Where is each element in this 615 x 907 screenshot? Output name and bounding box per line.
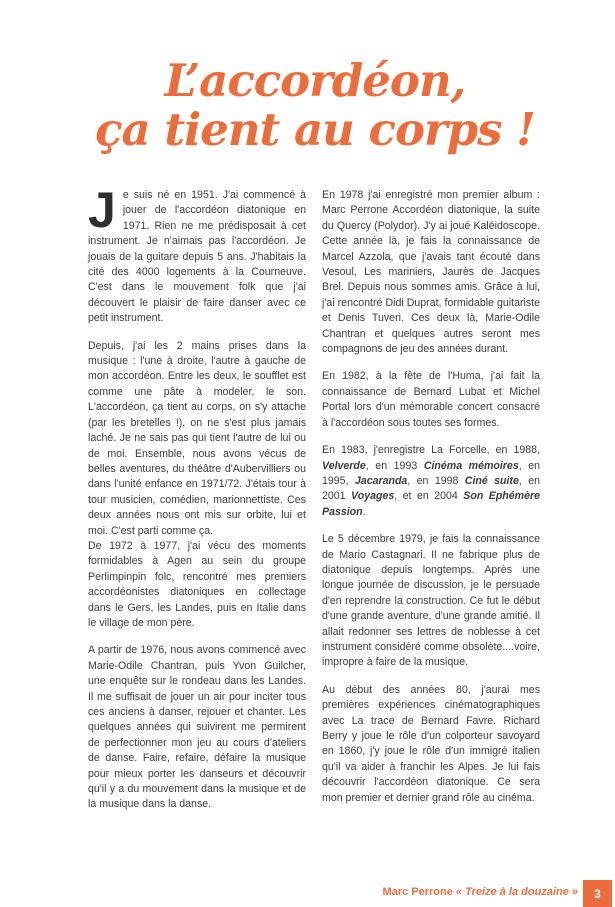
album-title-cinema-memoires: Cinéma mémoires (423, 459, 519, 472)
text-columns (88, 182, 541, 813)
left-column (88, 182, 306, 813)
album-title-voyages: Voyages (351, 490, 395, 503)
paragraph-1976-rondeau: A partir de 1976, nous avons commencé avec Marie-Odile Chantran, puis Yvon Guilcher, une enquête sur le rondeau dans les Landes. Il me suffisait de jouer un air pour inciter tous ces anciens à danser, rejouer et chanter. Les quelques années qui suivirent me permirent de perfectionner mon jeu au cours d'ateliers de danse. Faire, refaire, défaire la musique pour mieux porter les danseurs et découvrir qu'il y a du mouvement dans la musique et de la musique dans la danse. (88, 644, 306, 811)
disco-seg-0: En 1983, j'enregistre La Forcelle, en 1988, (322, 444, 540, 457)
paragraph-discography (322, 443, 540, 520)
paragraph-1978-album: En 1978 j'ai enregistré mon premier album : Marc Perrone Accordéon diatonique, la suite du Quercy (Polydor). J'y ai joué Kaléidoscope. Cette année là, je fais la connaissance de Marcel Azzola, que j'avais tant écouté dans Vesoul, Les mariniers, Jaurès de Jacques Brel. Depuis nous sommes amis. Grâce à lui, j'ai rencontré Didi Duprat, formidable guitariste et Denis Tuveri. Ces deux là, Marie-Odile Chantran et quelques autres seront mes compagnons de jeu des années durant. (322, 189, 540, 356)
page-title (78, 56, 552, 154)
disco-seg-10: , et en 2004 (394, 490, 464, 503)
paragraph-intro (88, 182, 306, 327)
page-number-badge (583, 880, 612, 907)
disco-seg-12: . (362, 505, 366, 518)
footer-artist-name: Marc Perrone (382, 886, 456, 898)
paragraph-1979-castagnari: Le 5 décembre 1979, je fais la connaissance de Mario Castagnari. Il ne fabrique plus de diatonique depuis longtemps. Après une longue journée de discussion, je le persuade d'en reprendre la construction. Ce fut le début d'une grande aventure, d'une grande amitié. Il allait redonner ses lettres de noblesse à cet instrument considéré comme obsolète....voire, impropre à faire de la musique. (322, 533, 540, 669)
paragraph-1982-huma: En 1982, à la fête de l'Huma, j'ai fait la connaissance de Bernard Lubat et Michel Portal lors d'un mémorable concert consacré à l'accordéon sous toutes ses formes. (322, 370, 540, 429)
disco-seg-2: , en 1993 (365, 459, 424, 472)
footer-credit (383, 886, 578, 898)
page-number: 3 (594, 886, 601, 901)
right-column (322, 188, 540, 813)
footer-booklet-title: « Treize à la douzaine » (455, 886, 578, 898)
dropcap-letter: J (88, 182, 116, 238)
paragraph-intro-text: e suis né en 1951. J'ai commencé à jouer de l'accordéon diatonique en 1971. Rien ne me prédisposait à cet instrument. Je n'aimais pas l'accordéon. Je jouais de la guitare depuis 5 ans. J'habitais la cité des 4000 logements à la Courneuve. C'est dans le mouvement folk que j'ai découvert le plaisir de faire danser avec ce petit instrument. (88, 189, 306, 325)
album-title-jacaranda: Jacaranda (354, 474, 408, 487)
disco-seg-6: , en 1998 (407, 474, 465, 487)
paragraph-two-hands: Depuis, j'ai les 2 mains prises dans la musique : l'une à droite, l'autre à gauche de mon accordéon. Entre les deux, le soufflet est comme une pâte à modeler, le son. L'accordéon, ça tient au corps, on s'y attache (par les bretelles !), on ne s'est plus jamais laché. Je ne sais pas qui tient l'autre de lui ou de moi. Ensemble, nous avons vécus de belles aventures, du théâtre d'Aubervilliers ou dans l'unité enfance en 1971/72. J'étais tour à tour musicien, comédien, marionnettiste. Ces deux années nous ont mis sur orbite, lui et moi. C'est parti comme ça. (88, 339, 306, 537)
paragraph-1972-1977: De 1972 à 1977, j'ai vécu des moments formidables à Agen au sein du groupe Perlimpinpin folc, rencontré mes premiers accordéonistes diatoniques en collectage dans le Gers, les Landes, puis en Italie dans le village de mon père. (88, 539, 306, 629)
paragraph-cinema-la-trace: Au début des années 80, j'aurai mes premières expériences cinématographiques avec La trace de Bernard Favre. Richard Berry y joue le rôle d'un colporteur savoyard en 1860, j'y joue le rôle d'un immigré italien qu'il va aider à franchir les Alpes. Je lui fais découvrir l'accordéon diatonique. Ce sera mon premier et dernier grand rôle au cinéma. (322, 683, 540, 804)
album-title-velverde: Velverde (322, 459, 366, 472)
disco-seg-8: , en 2001 (322, 474, 540, 503)
disco-seg-4: , en 1995, (322, 459, 541, 487)
page-title-line1: L’accordéon, (164, 54, 466, 107)
page-title-line2: ça tient au corps ! (95, 103, 535, 156)
album-title-cine-suite: Ciné suite (464, 474, 519, 487)
album-title-son-ephemere-passion: Son Ephémère Passion (322, 490, 540, 518)
